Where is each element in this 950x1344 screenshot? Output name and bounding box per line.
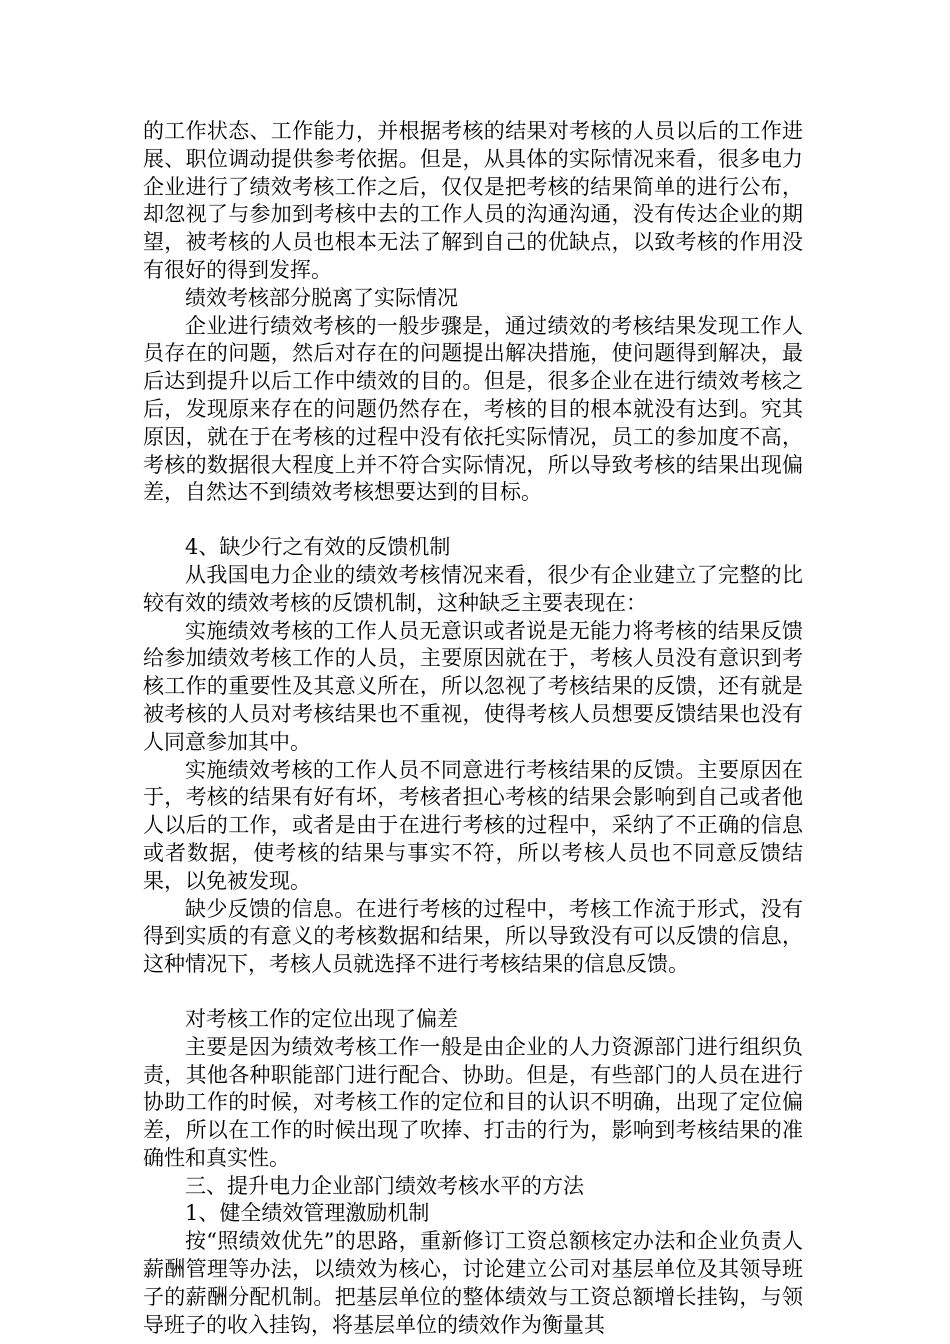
- heading-feedback-mechanism: 4、缺少行之有效的反馈机制: [185, 535, 451, 560]
- paragraph-gap: [143, 979, 803, 1006]
- subheading-detached-from-reality: 绩效考核部分脱离了实际情况: [185, 285, 458, 310]
- paragraph-lack-info: 缺少反馈的信息。在进行考核的过程中，考核工作流于形式，没有得到实质的有意义的考核数据和结果，所以导致没有可以反馈的信息，这种情况下，考核人员就选择不进行考核结果的信息反馈。: [143, 896, 803, 977]
- subheading-positioning-bias: 对考核工作的定位出现了偏差: [185, 1006, 458, 1031]
- paragraph-no-awareness: 实施绩效考核的工作人员无意识或者说是无能力将考核的结果反馈给参加绩效考核工作的人员，主要原因就在于，考核人员没有意识到考核工作的重要性及其意义所在，所以忽视了考核结果的反馈，还有就是被考核的人员对考核结果也不重视，使得考核人员想要反馈结果也没有人同意参加其中。: [143, 618, 803, 754]
- document-page: [143, 118, 803, 1339]
- paragraph-continued: 的工作状态、工作能力，并根据考核的结果对考核的人员以后的工作进展、职位调动提供参考依据。但是，从具体的实际情况来看，很多电力企业进行了绩效考核工作之后，仅仅是把考核的结果简单的进行公布，却忽视了与参加到考核中去的工作人员的沟通沟通，没有传达企业的期望，被考核的人员也根本无法了解到自己的优缺点，以致考核的作用没有很好的得到发挥。: [143, 119, 803, 282]
- heading-incentive-mechanism: 1、健全绩效管理激励机制: [185, 1201, 430, 1226]
- paragraph-unwilling-feedback: 实施绩效考核的工作人员不同意进行考核结果的反馈。主要原因在于，考核的结果有好有坏，考核者担心考核的结果会影响到自己或者他人以后的工作，或者是由于在进行考核的过程中，采纳了不正确的信息或者数据，使考核的结果与事实不符，所以考核人员也不同意反馈结果，以免被发现。: [143, 757, 803, 893]
- paragraph-assessment-steps: 企业进行绩效考核的一般步骤是，通过绩效的考核结果发现工作人员存在的问题，然后对存在的问题提出解决措施，使问题得到解决，最后达到提升以后工作中绩效的目的。但是，很多企业在进行绩效考核之后，发现原来存在的问题仍然存在，考核的目的根本就没有达到。究其原因，就在于在考核的过程中没有依托实际情况，员工的参加度不高，考核的数据很大程度上并不符合实际情况，所以导致考核的结果出现偏差，自然达不到绩效考核想要达到的目标。: [143, 313, 803, 505]
- paragraph-hr-department: 主要是因为绩效考核工作一般是由企业的人力资源部门进行组织负责，其他各种职能部门进行配合、协助。但是，有些部门的人员在进行协助工作的时候，对考核工作的定位和目的认识不明确，出现了定位偏差，所以在工作的时候出现了吹捧、打击的行为，影响到考核结果的准确性和真实性。: [143, 1034, 803, 1170]
- paragraph-feedback-intro: 从我国电力企业的绩效考核情况来看，很少有企业建立了完整的比较有效的绩效考核的反馈机制，这种缺乏主要表现在：: [143, 562, 803, 615]
- paragraph-gap: [143, 507, 803, 534]
- paragraph-performance-first: 按“照绩效优先”的思路，重新修订工资总额核定办法和企业负责人薪酬管理等办法，以绩效为核心，讨论建立公司对基层单位及其领导班子的薪酬分配机制。把基层单位的整体绩效与工资总额增长挂钩，与领导班子的收入挂钩，将基层单位的绩效作为衡量其: [143, 1229, 803, 1337]
- heading-section-three: 三、提升电力企业部门绩效考核水平的方法: [185, 1173, 584, 1198]
